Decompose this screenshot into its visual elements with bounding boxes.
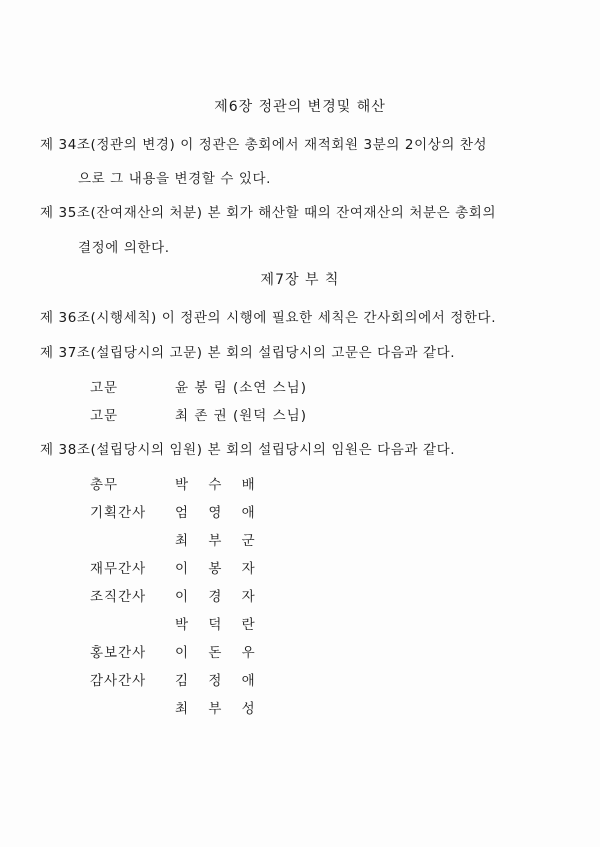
officer-role: 재무간사	[90, 561, 147, 577]
officer-name: 최 부 성	[175, 701, 256, 717]
article38: 제 38조(설립당시의 임원) 본 회의 설립당시의 임원은 다음과 같다.	[40, 442, 456, 458]
officer-name: 박 덕 란	[175, 617, 256, 633]
officer-role: 홍보간사	[90, 645, 147, 661]
advisor-name: 최 존 권 (원덕 스님)	[175, 408, 307, 424]
chapter6-title: 제6장 정관의 변경및 해산	[214, 99, 386, 115]
article35-line1: 제 35조(잔여재산의 처분) 본 회가 해산할 때의 잔여재산의 처분은 총회의	[40, 205, 497, 221]
officer-name: 최 부 군	[175, 533, 256, 549]
officer-name: 이 봉 자	[175, 561, 256, 577]
article34-line1: 제 34조(정관의 변경) 이 정관은 총회에서 재적회원 3분의 2이상의 찬성	[40, 137, 488, 153]
advisor-role: 고문	[90, 408, 119, 424]
officer-role: 기획간사	[90, 505, 147, 521]
officer-role: 감사간사	[90, 673, 147, 689]
article36: 제 36조(시행세칙) 이 정관의 시행에 필요한 세칙은 간사회의에서 정한다.	[40, 310, 497, 326]
officer-role: 조직간사	[90, 589, 147, 605]
officer-name: 엄 영 애	[175, 505, 256, 521]
officer-name: 김 정 애	[175, 673, 256, 689]
chapter7-title: 제7장 부 칙	[260, 272, 340, 288]
advisor-name: 윤 봉 림 (소연 스님)	[175, 380, 307, 396]
officer-role: 총무	[90, 477, 119, 493]
advisor-role: 고문	[90, 380, 119, 396]
officer-name: 이 돈 우	[175, 645, 256, 661]
article34-line2: 으로 그 내용을 변경할 수 있다.	[78, 171, 272, 187]
article35-line2: 결정에 의한다.	[78, 240, 170, 256]
article37: 제 37조(설립당시의 고문) 본 회의 설립당시의 고문은 다음과 같다.	[40, 345, 456, 361]
officer-name: 이 경 자	[175, 589, 256, 605]
officer-name: 박 수 배	[175, 477, 256, 493]
